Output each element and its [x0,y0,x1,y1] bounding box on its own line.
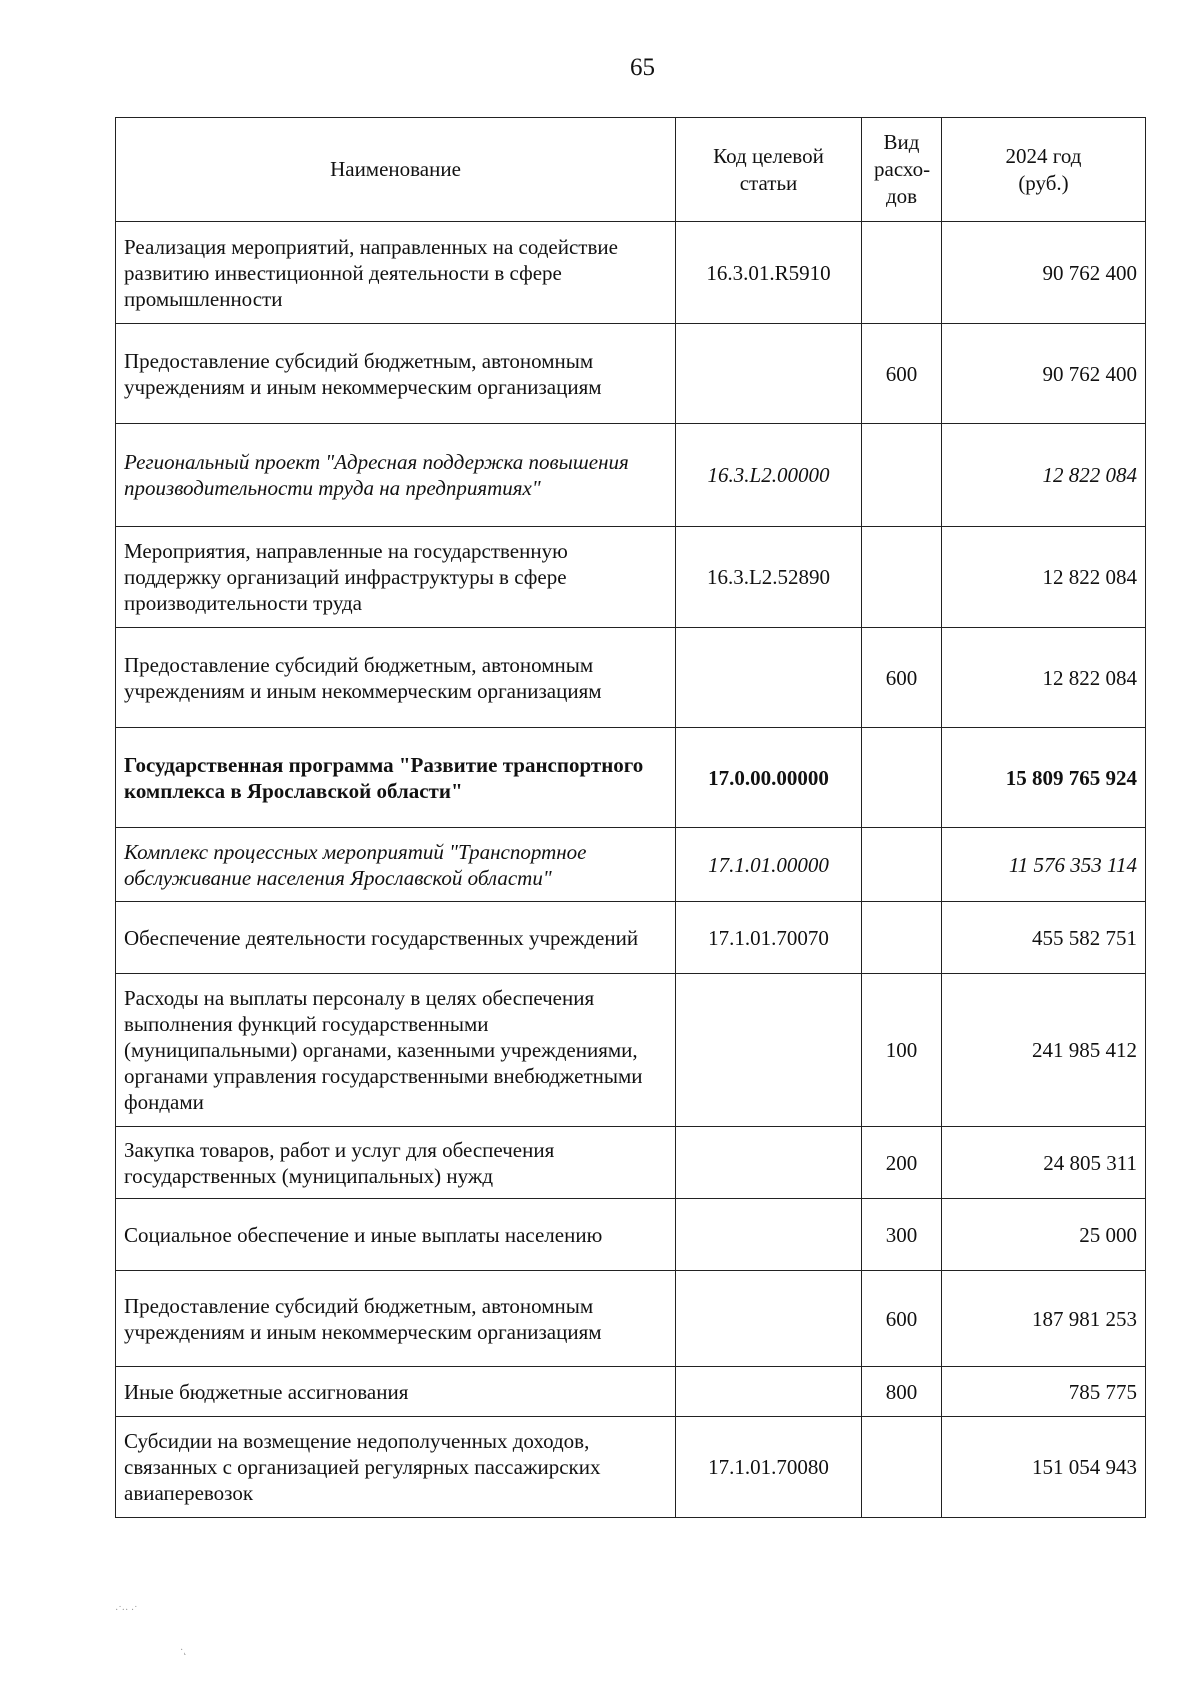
table-row [116,1199,1146,1271]
cell-amount: 12 822 084 [942,424,1146,527]
cell-code [676,1127,862,1199]
cell-type: 600 [862,628,942,728]
cell-type: 600 [862,324,942,424]
cell-code: 16.3.L2.52890 [676,527,862,628]
cell-amount: 25 000 [942,1199,1146,1271]
table-row [116,1367,1146,1417]
cell-amount: 455 582 751 [942,902,1146,974]
cell-code: 17.1.01.00000 [676,828,862,902]
cell-code: 17.1.01.70070 [676,902,862,974]
table-row [116,902,1146,974]
cell-name: Закупка товаров, работ и услуг для обеспечения государственных (муниципальных) нужд [116,1127,676,1199]
table-row [116,324,1146,424]
cell-name: Иные бюджетные ассигнования [116,1367,676,1417]
cell-type [862,222,942,324]
cell-code: 16.3.L2.00000 [676,424,862,527]
cell-type [862,828,942,902]
cell-amount: 24 805 311 [942,1127,1146,1199]
cell-type [862,424,942,527]
cell-type [862,728,942,828]
table-row [116,628,1146,728]
table-body [116,222,1146,1518]
table-row [116,974,1146,1127]
cell-amount: 90 762 400 [942,222,1146,324]
cell-name: Комплекс процессных мероприятий "Транспортное обслуживание населения Ярославской области" [116,828,676,902]
table-row [116,424,1146,527]
cell-code: 17.0.00.00000 [676,728,862,828]
cell-name: Обеспечение деятельности государственных учреждений [116,902,676,974]
cell-amount: 151 054 943 [942,1417,1146,1518]
cell-type [862,527,942,628]
cell-name: Предоставление субсидий бюджетным, автономным учреждениям и иным некоммерческим организациям [116,1271,676,1367]
table-row [116,828,1146,902]
cell-name: Государственная программа "Развитие транспортного комплекса в Ярославской области" [116,728,676,828]
header-type: Вид расхо-дов [862,118,942,222]
table-row [116,1271,1146,1367]
cell-amount: 187 981 253 [942,1271,1146,1367]
cell-name: Региональный проект "Адресная поддержка повышения производительности труда на предприятиях" [116,424,676,527]
cell-code: 16.3.01.R5910 [676,222,862,324]
budget-table [115,117,1146,1518]
cell-amount: 12 822 084 [942,628,1146,728]
cell-amount: 11 576 353 114 [942,828,1146,902]
table-row [116,527,1146,628]
cell-type: 300 [862,1199,942,1271]
cell-name: Предоставление субсидий бюджетным, автономным учреждениям и иным некоммерческим организациям [116,628,676,728]
cell-code [676,324,862,424]
cell-amount: 12 822 084 [942,527,1146,628]
table-header-row [116,118,1146,222]
cell-code [676,1199,862,1271]
cell-type [862,902,942,974]
cell-type: 600 [862,1271,942,1367]
cell-code [676,974,862,1127]
scan-artifact: ·˛ [180,1645,187,1656]
cell-amount: 15 809 765 924 [942,728,1146,828]
table-row [116,1417,1146,1518]
page-number: 65 [630,54,655,81]
table-row [116,728,1146,828]
cell-amount: 90 762 400 [942,324,1146,424]
cell-code [676,1271,862,1367]
cell-type [862,1417,942,1518]
cell-name: Расходы на выплаты персоналу в целях обеспечения выполнения функций государственными (муниципальными) органами, казенными учреждениями, органами управления государственными внебюджетными фондами [116,974,676,1127]
table-row [116,222,1146,324]
scan-artifact: ·˙·· ·˙ [115,1605,138,1616]
cell-amount: 241 985 412 [942,974,1146,1127]
cell-code: 17.1.01.70080 [676,1417,862,1518]
table-row [116,1127,1146,1199]
cell-code [676,628,862,728]
cell-name: Мероприятия, направленные на государственную поддержку организаций инфраструктуры в сфере производительности труда [116,527,676,628]
cell-type: 200 [862,1127,942,1199]
header-name: Наименование [116,118,676,222]
cell-code [676,1367,862,1417]
cell-amount: 785 775 [942,1367,1146,1417]
cell-name: Социальное обеспечение и иные выплаты населению [116,1199,676,1271]
cell-name: Предоставление субсидий бюджетным, автономным учреждениям и иным некоммерческим организациям [116,324,676,424]
cell-type: 800 [862,1367,942,1417]
cell-type: 100 [862,974,942,1127]
cell-name: Реализация мероприятий, направленных на содействие развитию инвестиционной деятельности в сфере промышленности [116,222,676,324]
header-code: Код целевой статьи [676,118,862,222]
cell-name: Субсидии на возмещение недополученных доходов, связанных с организацией регулярных пассажирских авиаперевозок [116,1417,676,1518]
header-amount: 2024 год (руб.) [942,118,1146,222]
